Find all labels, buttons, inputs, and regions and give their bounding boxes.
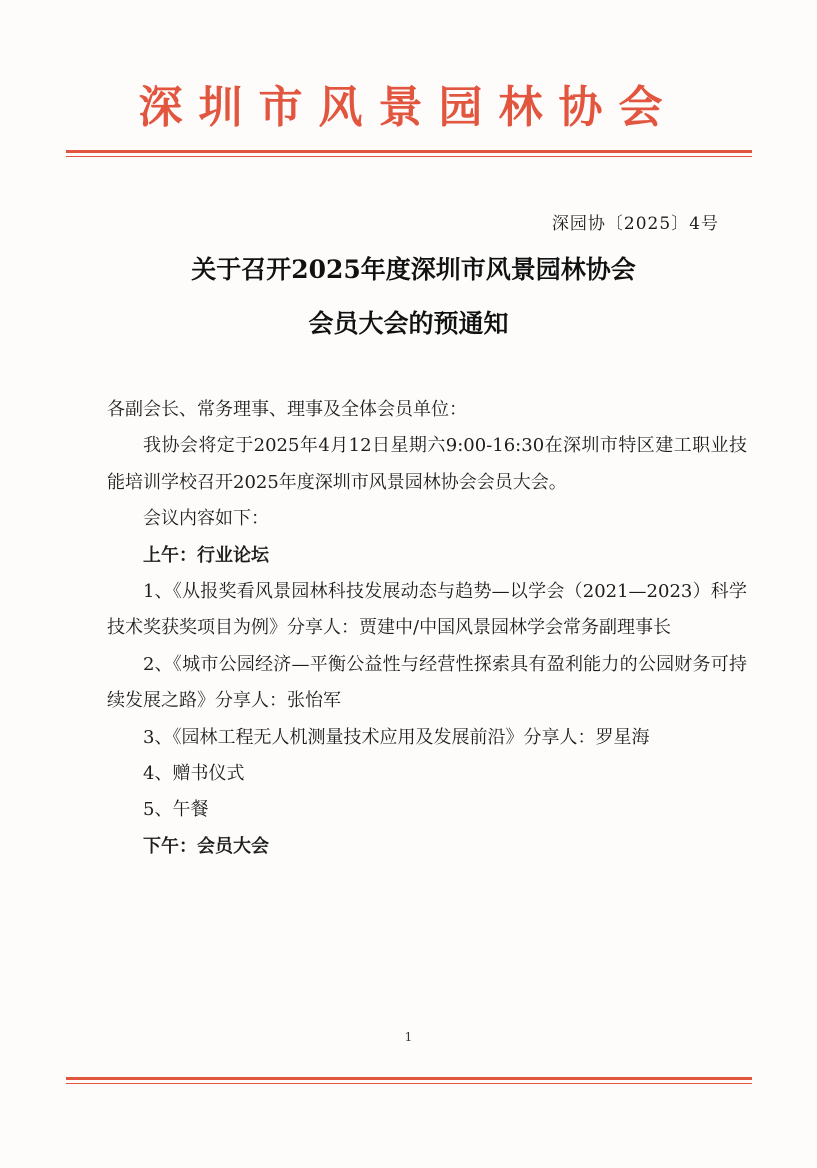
agenda-item-3: 3、《园林工程无人机测量技术应用及发展前沿》分享人：罗星海 xyxy=(143,726,650,748)
afternoon-heading: 下午：会员大会 xyxy=(143,835,269,857)
footer-rule-thin xyxy=(66,1083,752,1084)
agenda-intro: 会议内容如下： xyxy=(143,508,269,530)
intro-paragraph: 我协会将定于2025年4月12日星期六9:00-16:30在深圳市特区建工职业技能培训学校召开2025年度深圳市风景园林协会会员大会。 xyxy=(107,435,747,493)
agenda-item-1: 1、《从报奖看风景园林科技发展动态与趋势—以学会（2021—2023）科学技术奖获奖项目为例》分享人：贾建中/中国风景园林学会常务副理事长 xyxy=(107,581,747,639)
agenda-item-5: 5、午餐 xyxy=(143,799,209,821)
document-body xyxy=(107,392,747,865)
document-number: 深园协〔2025〕4号 xyxy=(551,214,719,234)
header-rule-thin xyxy=(66,156,752,157)
document-title-line-1: 关于召开2025年度深圳市风景园林协会 xyxy=(191,255,636,284)
agenda-item-2: 2、《城市公园经济—平衡公益性与经营性探索具有盈利能力的公园财务可持续发展之路》分享人：张怡军 xyxy=(107,653,747,712)
salutation: 各副会长、常务理事、理事及全体会员单位： xyxy=(107,399,467,420)
organization-letterhead: 深圳市风景园林协会 xyxy=(138,82,679,133)
morning-heading: 上午：行业论坛 xyxy=(143,544,269,566)
header-rule-thick xyxy=(66,150,752,153)
agenda-item-4: 4、赠书仪式 xyxy=(143,763,245,785)
footer-rule-thick xyxy=(66,1077,752,1080)
page-number: 1 xyxy=(404,1030,413,1044)
document-title-line-2: 会员大会的预通知 xyxy=(308,309,509,338)
